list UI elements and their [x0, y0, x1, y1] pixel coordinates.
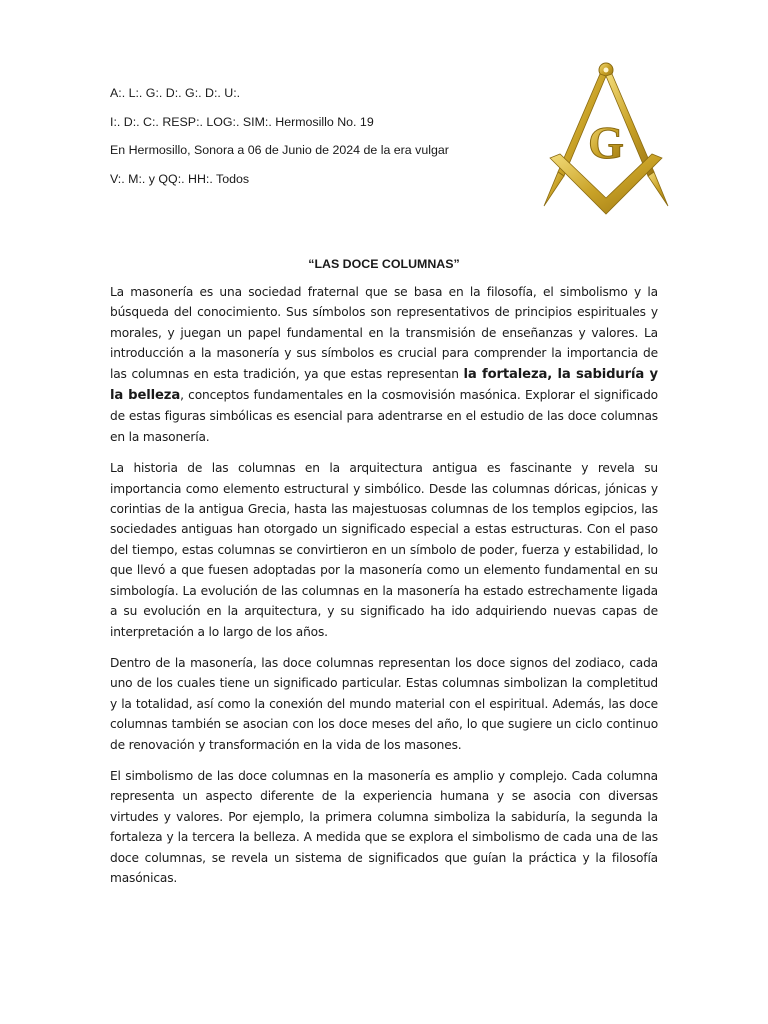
header-line-lodge: I:. D:. C:. RESP:. LOG:. SIM:. Hermosillo No. 19	[110, 114, 374, 129]
header-line-date: En Hermosillo, Sonora a 06 de Junio de 2024 de la era vulgar	[110, 143, 449, 157]
square-and-compasses-icon	[536, 58, 676, 216]
emphasized-text: la fortaleza, la sabiduría y la belleza	[110, 366, 658, 404]
paragraph-text: La masonería es una sociedad fraternal que se basa en la filosofía, el simbolismo y la búsqueda del conocimiento. Sus símbolos son representativos de principios espirituales y morales, y juegan un papel fundamental en la transmisión de enseñanzas y valores. La introducción a la masonería y sus símbolos es crucial para comprender la importancia de las columnas en esta tradición, ya que estas representan	[110, 285, 658, 381]
paragraph-text: , conceptos fundamentales en la cosmovisión masónica. Explorar el significado de estas figuras simbólicas es esencial para adentrarse en el estudio de las doce columnas en la masonería.	[110, 388, 658, 444]
header-line-invocation: A:. L:. G:. D:. G:. D:. U:.	[110, 86, 241, 100]
document-body	[110, 282, 658, 899]
header-line-salutation: V:. M:. y QQ:. HH:. Todos	[110, 171, 250, 186]
paragraph-history: La historia de las columnas en la arquitectura antigua es fascinante y revela su importancia como elemento estructural y simbólico. Desde las columnas dóricas, jónicas y corintias de la antigua Grecia, hasta las majestuosas columnas de los templos egipcios, las sociedades antiguas han otorgado un significado especial a estas estructuras. Con el paso del tiempo, estas columnas se convirtieron en un símbolo de poder, fuerza y estabilidad, lo que llevó a que fuesen adoptadas por la masonería como un elemento fundamental en su simbología. La evolución de las columnas en la masonería ha estado estrechamente ligada a su evolución en la arquitectura, y su significado ha ido adquiriendo nuevas capas de interpretación a lo largo de los años.	[110, 461, 658, 639]
paragraph-introduction	[110, 282, 658, 447]
svg-text:G: G	[588, 117, 624, 168]
document-title: “LAS DOCE COLUMNAS”	[308, 257, 460, 271]
paragraph-zodiac: Dentro de la masonería, las doce columnas representan los doce signos del zodiaco, cada uno de los cuales tiene un significado particular. Estas columnas simbolizan la completitud y la totalidad, así como la conexión del mundo material con el espiritual. Además, las doce columnas también se asocian con los doce meses del año, lo que sugiere un ciclo continuo de renovación y transformación en la vida de los masones.	[110, 655, 658, 752]
paragraph-symbolism: El simbolismo de las doce columnas en la masonería es amplio y complejo. Cada columna representa un aspecto diferente de la experiencia humana y se asocia con diversas virtudes y valores. Por ejemplo, la primera columna simboliza la sabiduría, la segunda la fortaleza y la tercera la belleza. A medida que se explora el simbolismo de cada una de las doce columnas, se revela un sistema de significados que guían la práctica y la filosofía masónicas.	[110, 768, 658, 885]
document-header	[110, 84, 510, 198]
